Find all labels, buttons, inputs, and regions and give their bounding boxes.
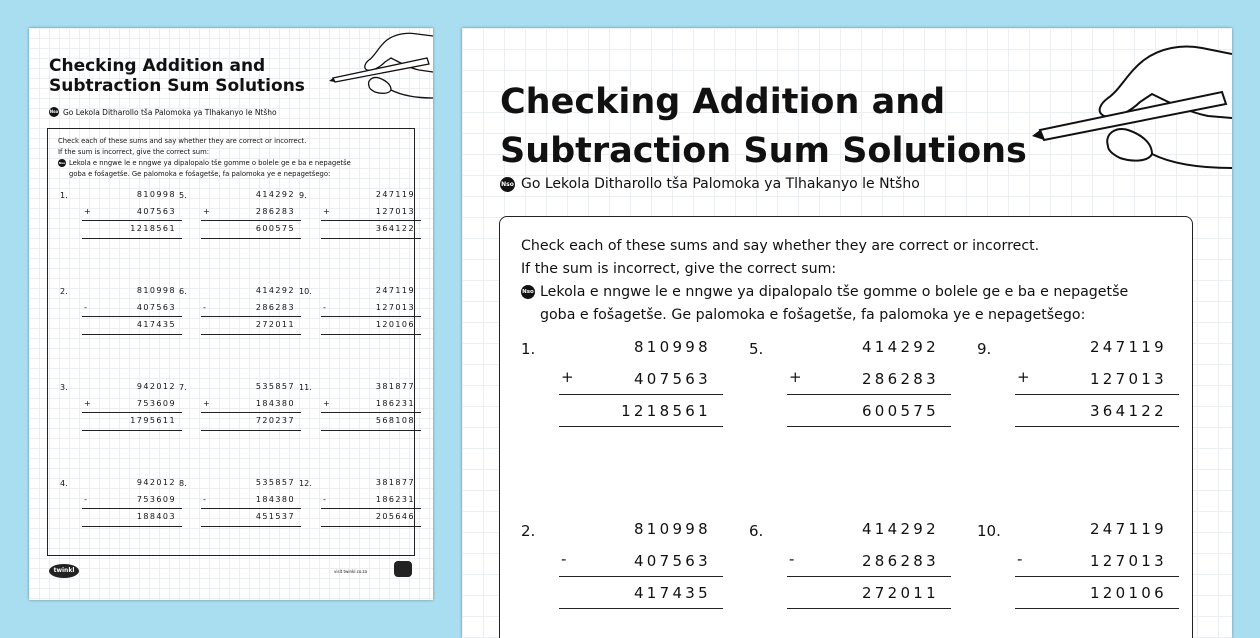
second-number: 753609 xyxy=(136,495,176,504)
sum-line-top xyxy=(787,394,951,395)
result-number: 600575 xyxy=(255,224,295,233)
worksheet-zoomed[interactable] xyxy=(462,28,1232,638)
title-line-2: Subtraction Sum Solutions xyxy=(500,131,1027,171)
second-number: 286283 xyxy=(255,207,295,216)
second-number: 286283 xyxy=(861,552,939,570)
instruction-line-1: Check each of these sums and say whether they are correct or incorrect. xyxy=(521,238,1040,254)
first-number: 810998 xyxy=(136,190,176,199)
problem-number: 3. xyxy=(60,383,68,392)
result-number: 364122 xyxy=(375,224,415,233)
problem-number: 2. xyxy=(60,287,68,296)
problem-number: 12. xyxy=(299,479,312,488)
instructions xyxy=(521,235,1181,327)
second-number: 127013 xyxy=(1089,370,1167,388)
first-number: 414292 xyxy=(861,338,939,356)
subtitle xyxy=(500,176,920,192)
hand-pencil-illustration xyxy=(329,28,433,108)
second-number: 753609 xyxy=(136,399,176,408)
result-number: 568108 xyxy=(375,416,415,425)
problem-number: 5. xyxy=(179,191,187,200)
result-number: 720237 xyxy=(255,416,295,425)
operator-sign: + xyxy=(323,207,330,216)
sum-line-top xyxy=(1015,576,1179,577)
math-problem xyxy=(749,522,949,622)
operator-sign: + xyxy=(789,368,802,386)
instruction-line-1: Check each of these sums and say whether they are correct or incorrect. xyxy=(58,137,307,145)
problem-number: 2. xyxy=(521,522,536,540)
operator-sign: - xyxy=(561,550,567,568)
sum-line-top xyxy=(787,576,951,577)
operator-sign: + xyxy=(203,399,210,408)
result-number: 188403 xyxy=(136,512,176,521)
problem-number: 6. xyxy=(179,287,187,296)
problem-number: 9. xyxy=(299,191,307,200)
first-number: 414292 xyxy=(255,190,295,199)
sum-line-top xyxy=(1015,394,1179,395)
operator-sign: + xyxy=(84,399,91,408)
translation-line-1: Lekola e nngwe le e nngwe ya dipalopalo tše gomme o bolele ge e ba e nepagetše xyxy=(540,284,1129,300)
worksheet-title xyxy=(49,56,305,97)
sum-line-bottom xyxy=(1015,608,1179,609)
operator-sign: + xyxy=(561,368,574,386)
result-number: 1218561 xyxy=(621,402,711,420)
operator-sign: - xyxy=(203,303,206,312)
instruction-box-border xyxy=(47,128,415,556)
sum-line-bottom xyxy=(559,426,723,427)
first-number: 247119 xyxy=(1089,338,1167,356)
math-problem xyxy=(749,340,949,440)
sum-line-bottom xyxy=(787,426,951,427)
problem-number: 9. xyxy=(977,340,992,358)
result-number: 364122 xyxy=(1089,402,1167,420)
operator-sign: - xyxy=(789,550,795,568)
operator-sign: + xyxy=(1017,368,1030,386)
badge-icon xyxy=(394,561,412,577)
sum-line-top xyxy=(559,394,723,395)
hand-pencil-illustration xyxy=(1032,36,1232,186)
language-badge: Nso xyxy=(49,107,59,117)
math-problem xyxy=(521,340,721,440)
second-number: 127013 xyxy=(375,303,415,312)
second-number: 407563 xyxy=(633,552,711,570)
second-number: 407563 xyxy=(136,207,176,216)
instruction-line-2: If the sum is incorrect, give the correct sum: xyxy=(58,148,210,156)
second-number: 407563 xyxy=(136,303,176,312)
operator-sign: - xyxy=(203,495,206,504)
result-number: 272011 xyxy=(255,320,295,329)
result-number: 451537 xyxy=(255,512,295,521)
result-number: 417435 xyxy=(633,584,711,602)
second-number: 127013 xyxy=(375,207,415,216)
problem-number: 5. xyxy=(749,340,764,358)
first-number: 942012 xyxy=(136,478,176,487)
sum-line-bottom xyxy=(787,608,951,609)
first-number: 810998 xyxy=(136,286,176,295)
language-badge: Nso xyxy=(521,285,535,299)
first-number: 414292 xyxy=(255,286,295,295)
problem-number: 1. xyxy=(60,191,68,200)
title-line-2: Subtraction Sum Solutions xyxy=(49,76,305,97)
second-number: 286283 xyxy=(861,370,939,388)
worksheet-title xyxy=(500,78,1027,176)
problem-number: 11. xyxy=(299,383,312,392)
instruction-box xyxy=(499,216,1193,638)
sum-line-top xyxy=(559,576,723,577)
first-number: 535857 xyxy=(255,382,295,391)
first-number: 942012 xyxy=(136,382,176,391)
operator-sign: - xyxy=(323,303,326,312)
first-number: 247119 xyxy=(375,286,415,295)
math-problem xyxy=(521,522,721,622)
operator-sign: - xyxy=(1017,550,1023,568)
problem-number: 8. xyxy=(179,479,187,488)
result-number: 205646 xyxy=(375,512,415,521)
problem-number: 10. xyxy=(977,522,1001,540)
operator-sign: + xyxy=(203,207,210,216)
language-badge: Nso xyxy=(58,161,66,165)
subtitle xyxy=(49,107,277,117)
result-number: 120106 xyxy=(1089,584,1167,602)
second-number: 127013 xyxy=(1089,552,1167,570)
second-number: 184380 xyxy=(255,399,295,408)
subtitle-text: Go Lekola Ditharollo tša Palomoka ya Tlhakanyo le Ntšho xyxy=(521,176,920,192)
sum-line-bottom xyxy=(559,608,723,609)
problem-number: 10. xyxy=(299,287,312,296)
result-number: 600575 xyxy=(861,402,939,420)
language-badge: Nso xyxy=(500,177,515,192)
footer-url: visit twinkl.co.za xyxy=(334,569,368,574)
title-line-1: Checking Addition and xyxy=(500,82,946,122)
operator-sign: + xyxy=(323,399,330,408)
operator-sign: - xyxy=(323,495,326,504)
worksheet-thumbnail[interactable] xyxy=(29,28,433,600)
operator-sign: - xyxy=(84,495,87,504)
translation-line-2: goba e fošagetše. Ge palomoka e fošagetše, fa palomoka ye e nepagetšego: xyxy=(540,307,1086,323)
second-number: 184380 xyxy=(255,495,295,504)
result-number: 272011 xyxy=(861,584,939,602)
sum-line-bottom xyxy=(1015,426,1179,427)
problem-number: 4. xyxy=(60,479,68,488)
problem-number: 1. xyxy=(521,340,536,358)
second-number: 286283 xyxy=(255,303,295,312)
result-number: 120106 xyxy=(375,320,415,329)
second-number: 186231 xyxy=(375,495,415,504)
translation-line-2: goba e fošagetše. Ge palomoka e fošagetše, fa palomoka ye e nepagetšego: xyxy=(69,170,331,178)
first-number: 414292 xyxy=(861,520,939,538)
result-number: 1218561 xyxy=(130,224,176,233)
first-number: 810998 xyxy=(633,520,711,538)
second-number: 186231 xyxy=(375,399,415,408)
first-number: 247119 xyxy=(375,190,415,199)
subtitle-text: Go Lekola Ditharollo tša Palomoka ya Tlhakanyo le Ntšho xyxy=(63,107,277,117)
first-number: 381877 xyxy=(375,478,415,487)
twinkl-logo: twinkl xyxy=(49,564,79,578)
second-number: 407563 xyxy=(633,370,711,388)
first-number: 247119 xyxy=(1089,520,1167,538)
translation-line-1: Lekola e nngwe le e nngwe ya dipalopalo tše gomme o bolele ge e ba e nepagetše xyxy=(69,159,351,167)
instruction-line-2: If the sum is incorrect, give the correct sum: xyxy=(521,261,837,277)
math-problem xyxy=(977,340,1177,440)
footer-divider xyxy=(47,555,415,556)
math-problem xyxy=(977,522,1177,622)
operator-sign: + xyxy=(84,207,91,216)
first-number: 535857 xyxy=(255,478,295,487)
first-number: 810998 xyxy=(633,338,711,356)
problem-number: 6. xyxy=(749,522,764,540)
result-number: 417435 xyxy=(136,320,176,329)
title-line-1: Checking Addition and xyxy=(49,56,266,76)
operator-sign: - xyxy=(84,303,87,312)
translation xyxy=(521,281,1181,327)
result-number: 1795611 xyxy=(130,416,176,425)
problem-number: 7. xyxy=(179,383,187,392)
first-number: 381877 xyxy=(375,382,415,391)
